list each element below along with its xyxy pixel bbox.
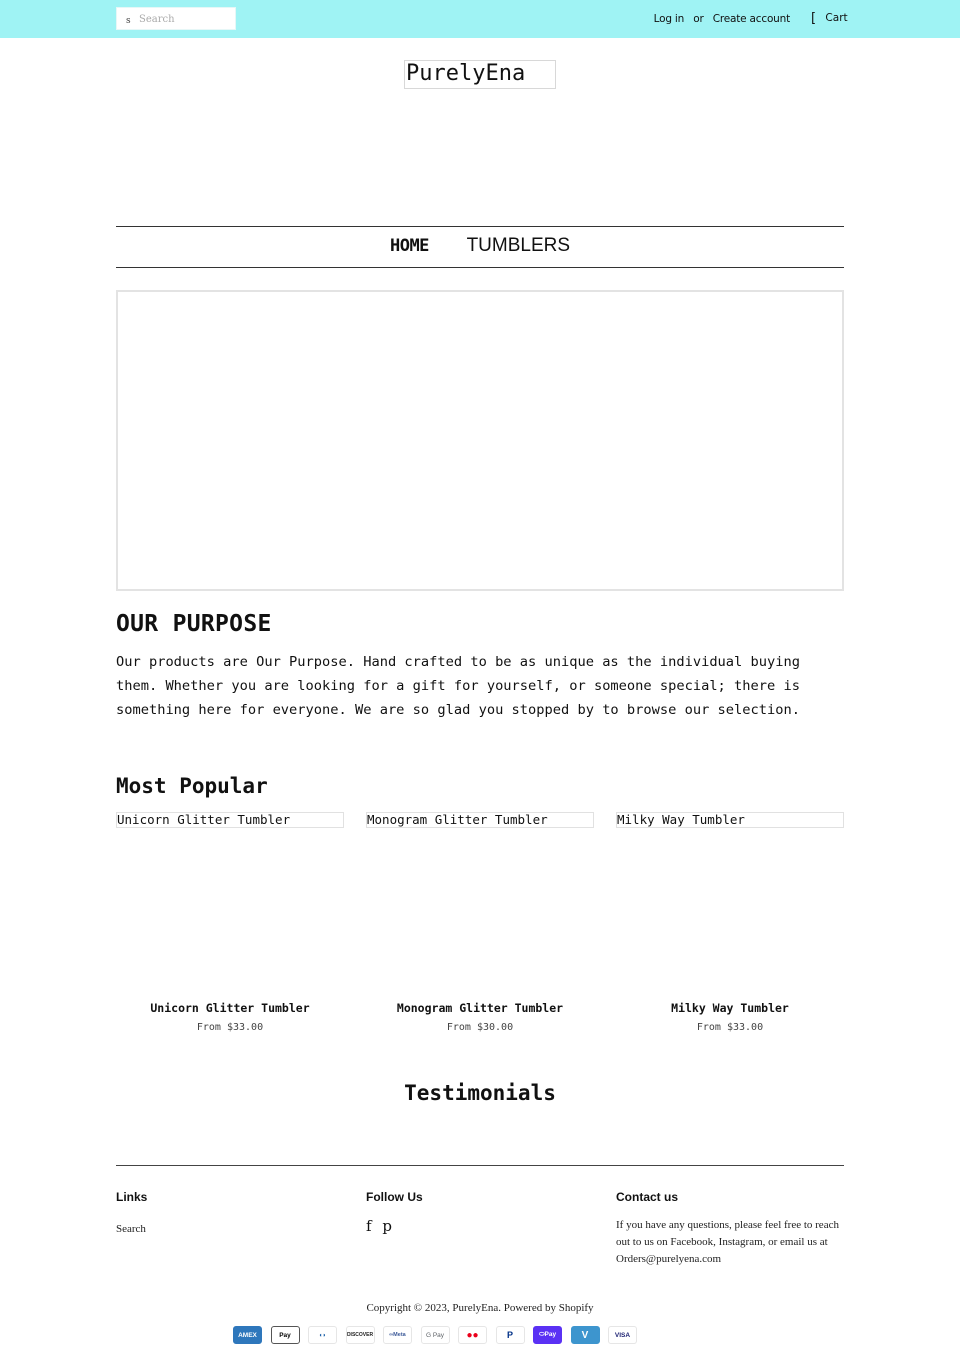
cart-label: Cart [825,12,848,24]
mastercard-icon: ●● [458,1326,487,1344]
visa-icon: VISA [608,1326,637,1344]
paypal-icon: P [496,1326,525,1344]
discover-icon: DISCOVER [346,1326,375,1344]
footer-contact [616,1190,846,1268]
meta-pay-icon: ∞Meta [383,1326,412,1344]
amex-icon: AMEX [233,1326,262,1344]
shop-pay-icon: ⬭Pay [533,1326,562,1344]
login-link[interactable]: Log in [653,13,685,25]
product-image[interactable]: Monogram Glitter Tumbler [366,812,594,828]
footer-follow [366,1190,596,1235]
nav-item-home[interactable]: HOME [389,236,429,256]
account-links [654,13,790,25]
product-image[interactable]: Unicorn Glitter Tumbler [116,812,344,828]
product-title[interactable]: Unicorn Glitter Tumbler [150,1001,310,1015]
nav-item-tumblers[interactable]: TUMBLERS [466,235,571,256]
create-account-link[interactable]: Create account [712,13,790,25]
site-logo[interactable]: PurelyEna [404,60,556,89]
hero-slideshow[interactable] [116,290,844,591]
purpose-title: OUR PURPOSE [116,611,272,637]
product-title[interactable]: Monogram Glitter Tumbler [396,1001,564,1015]
product-price: From $30.00 [446,1022,514,1033]
cart-icon: [ [811,11,817,26]
cart-link[interactable] [811,11,848,26]
product-card[interactable] [366,812,594,1042]
search-input[interactable] [139,11,233,27]
testimonials-title: Testimonials [404,1081,556,1105]
copyright: Copyright © 2023, PurelyEna. Powered by Shopify [366,1302,594,1314]
social-icons [366,1217,596,1235]
search-icon[interactable]: s [126,16,131,26]
footer-search-link[interactable]: Search [116,1223,146,1235]
footer-links [116,1190,346,1238]
top-bar [0,0,960,38]
product-price: From $33.00 [196,1022,264,1033]
purpose-text: Our products are Our Purpose. Hand crafted to be as unique as the individual buying them. Whether you are looking for a gift for yourself, or someone special; there is something here for everyone. We are so glad you stopped by to browse our selection. [116,654,800,718]
diners-club-icon: ◖◗ [308,1326,337,1344]
footer-follow-heading: Follow Us [366,1190,423,1204]
google-pay-icon: G Pay [421,1326,450,1344]
footer-contact-heading: Contact us [616,1190,679,1204]
product-image[interactable]: Milky Way Tumbler [616,812,844,828]
footer-contact-text: If you have any questions, please feel free to reach out to us on Facebook, Instagram, or email us at Orders@purelyena.com [616,1219,839,1265]
product-title[interactable]: Milky Way Tumbler [671,1001,789,1015]
venmo-icon: V [571,1326,600,1344]
product-card[interactable] [616,812,844,1042]
nav-bottom-divider [116,267,844,268]
facebook-icon[interactable]: f [366,1217,372,1235]
payment-icons [233,1326,637,1344]
or-separator: or [693,13,704,25]
product-card[interactable] [116,812,344,1042]
apple-pay-icon: Pay [271,1326,300,1344]
pinterest-icon[interactable]: p [382,1217,392,1235]
product-price: From $33.00 [696,1022,764,1033]
footer-divider [116,1165,844,1166]
most-popular-title: Most Popular [116,774,268,798]
main-nav [116,227,844,267]
search-form[interactable] [116,7,236,30]
footer-links-heading: Links [116,1190,148,1204]
